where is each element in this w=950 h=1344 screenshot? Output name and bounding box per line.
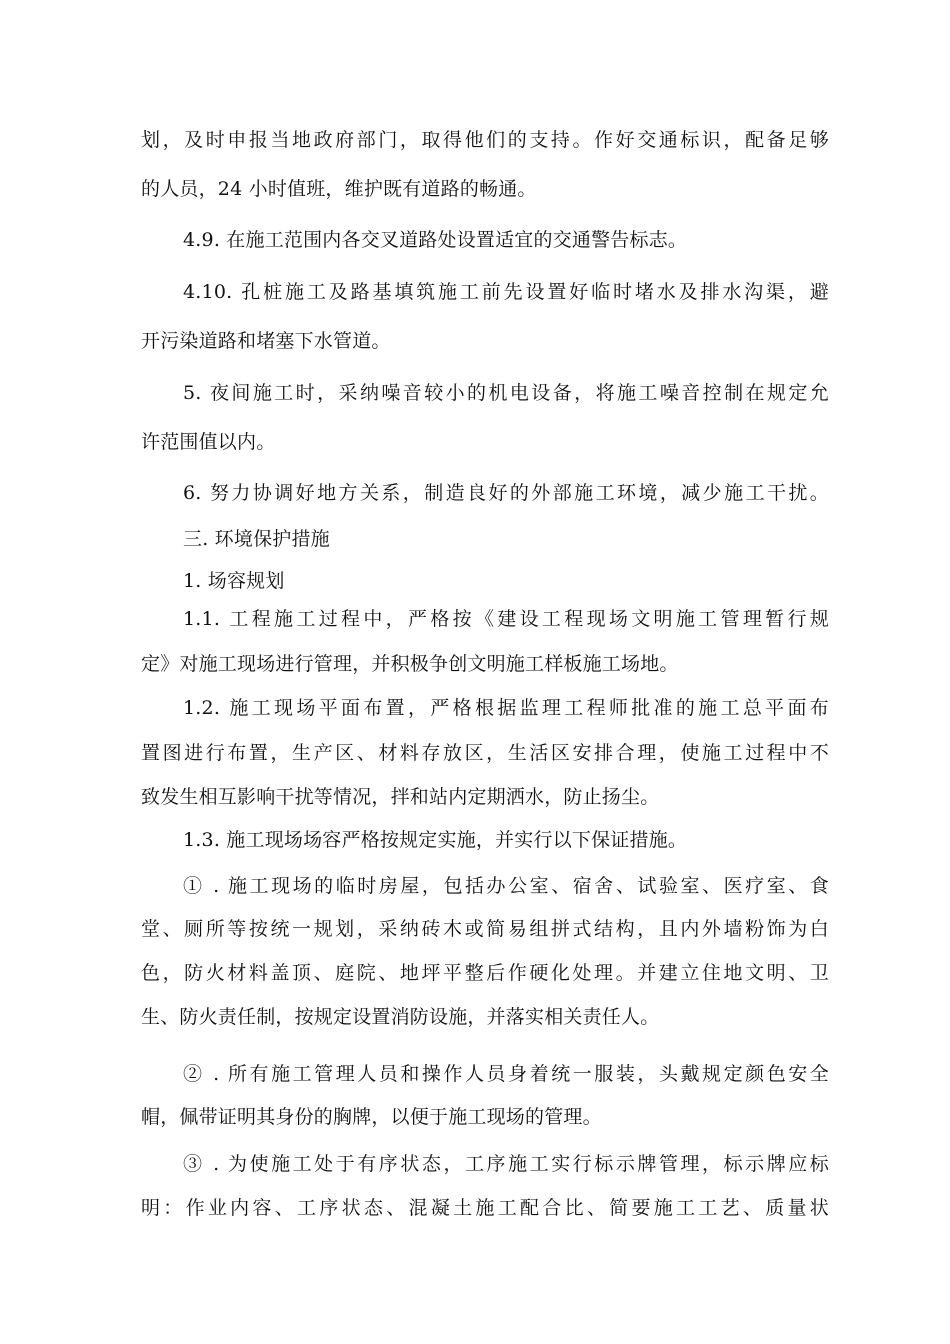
text-line: 6. 努力协调好地方关系，制造良好的外部施工环境，减少施工干扰。 [183, 482, 829, 504]
text-line: 明：作业内容、工序状态、混凝土施工配合比、简要施工工艺、质量状 [141, 1197, 829, 1219]
section-heading: 三. 环境保护措施 [183, 528, 330, 550]
text-line: 致发生相互影响干扰等情况，拌和站内定期洒水，防止扬尘。 [141, 786, 660, 808]
text-line: 5. 夜间施工时，采纳噪音较小的机电设备，将施工噪音控制在规定允 [183, 382, 829, 404]
text-line: 色，防火材料盖顶、庭院、地坪平整后作硬化处理。并建立住地文明、卫 [141, 962, 829, 984]
text-line: 1.3. 施工现场场容严格按规定实施，并实行以下保证措施。 [183, 829, 688, 851]
text-line: 堂、厕所等按统一规划，采纳砖木或简易组拼式结构，且内外墙粉饰为白 [141, 918, 829, 940]
text-line: 的人员，24 小时值班，维护既有道路的畅通。 [141, 178, 537, 200]
text-line: 许范围值以内。 [141, 431, 276, 453]
text-line: 帽，佩带证明其身份的胸牌，以便于施工现场的管理。 [141, 1106, 602, 1128]
text-line: 置图进行布置，生产区、材料存放区，生活区安排合理，使施工过程中不 [141, 742, 829, 764]
text-line: 4.9. 在施工范围内各交叉道路处设置适宜的交通警告标志。 [183, 229, 688, 251]
text-line: ① . 施工现场的临时房屋，包括办公室、宿舍、试验室、医疗室、食 [183, 875, 829, 897]
text-line: ② . 所有施工管理人员和操作人员身着统一服装，头戴规定颜色安全 [183, 1063, 829, 1085]
text-line: 1.2. 施工现场平面布置，严格根据监理工程师批准的施工总平面布 [183, 697, 829, 719]
text-line: 4.10. 孔桩施工及路基填筑施工前先设置好临时堵水及排水沟渠，避 [183, 281, 829, 303]
text-line: 开污染道路和堵塞下水管道。 [141, 330, 391, 352]
text-line: ③ . 为使施工处于有序状态，工序施工实行标示牌管理，标示牌应标 [183, 1153, 829, 1175]
text-line: 生、防火责任制，按规定设置消防设施，并落实相关责任人。 [141, 1006, 660, 1028]
text-line: 1.1. 工程施工过程中，严格按《建设工程现场文明施工管理暂行规 [183, 608, 829, 630]
text-line: 定》对施工现场进行管理，并积极争创文明施工样板施工场地。 [141, 653, 679, 675]
subsection-heading: 1. 场容规划 [183, 570, 285, 592]
text-line: 划，及时申报当地政府部门，取得他们的支持。作好交通标识，配备足够 [141, 129, 829, 151]
